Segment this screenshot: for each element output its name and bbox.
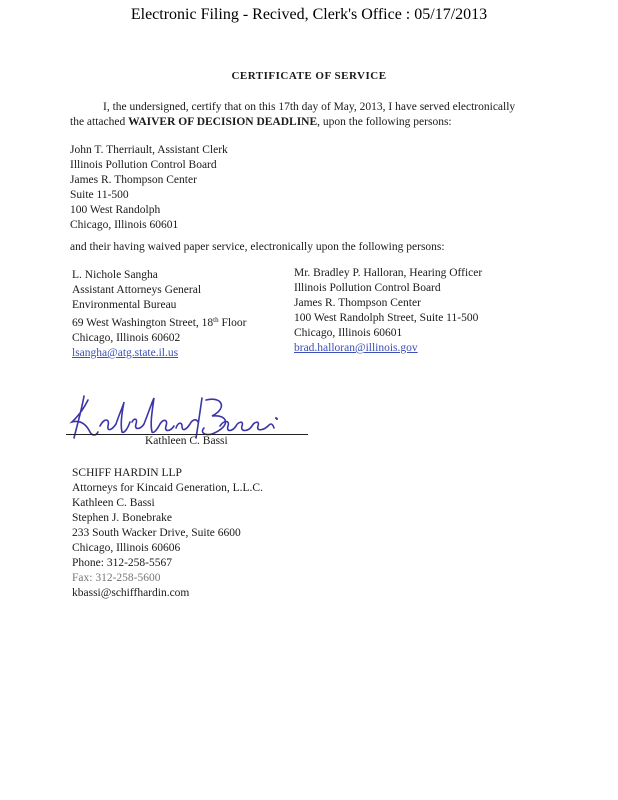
right-party-email-link[interactable]: brad.halloran@illinois.gov [294,342,418,354]
filing-header: Electronic Filing - Recived, Clerk's Office : 05/17/2013 [130,6,488,23]
document-title: CERTIFICATE OF SERVICE [231,70,387,82]
intro-line-2: the attached WAIVER OF DECISION DEADLINE, upon the following persons: [70,116,452,128]
waived-service-text: and their having waived paper service, electronically upon the following persons: [70,241,445,253]
document-name: WAIVER OF DECISION DEADLINE [128,116,318,128]
left-party-email-link[interactable]: lsangha@atg.state.il.us [72,347,179,359]
right-party-address: Mr. Bradley P. Halloran, Hearing Officer Illinois Pollution Control Board James R. Thompson Center 100 West Randolph Street, Suite 11-500 Chicago, Illinois 60601 brad.halloran@illinois.gov [294,267,483,354]
recipient-address: John T. Therriault, Assistant Clerk Illinois Pollution Control Board James R. Thompson Center Suite 11-500 100 West Randolph Chicago, Illinois 60601 [70,144,228,231]
firm-name: SCHIFF HARDIN LLP [72,467,182,479]
left-party-address: L. Nichole Sangha Assistant Attorneys General Environmental Bureau 69 West Washington Street, 18th Floor Chicago, Illinois 60602 lsangha@atg.state.il.us [72,269,247,359]
intro-line-1: I, the undersigned, certify that on this 17th day of May, 2013, I have served electronically [103,101,516,113]
signer-name: Kathleen C. Bassi [145,435,228,447]
firm-email: kbassi@schiffhardin.com [72,587,190,599]
firm-signature-block: SCHIFF HARDIN LLP Attorneys for Kincaid Generation, L.L.C. Kathleen C. Bassi Stephen J. Bonebrake 233 South Wacker Drive, Suite 6600 Chicago, Illinois 60606 Phone: 312-258-5567 Fax: 312-258-5600 kbassi@schiffhardin.com [72,467,263,599]
